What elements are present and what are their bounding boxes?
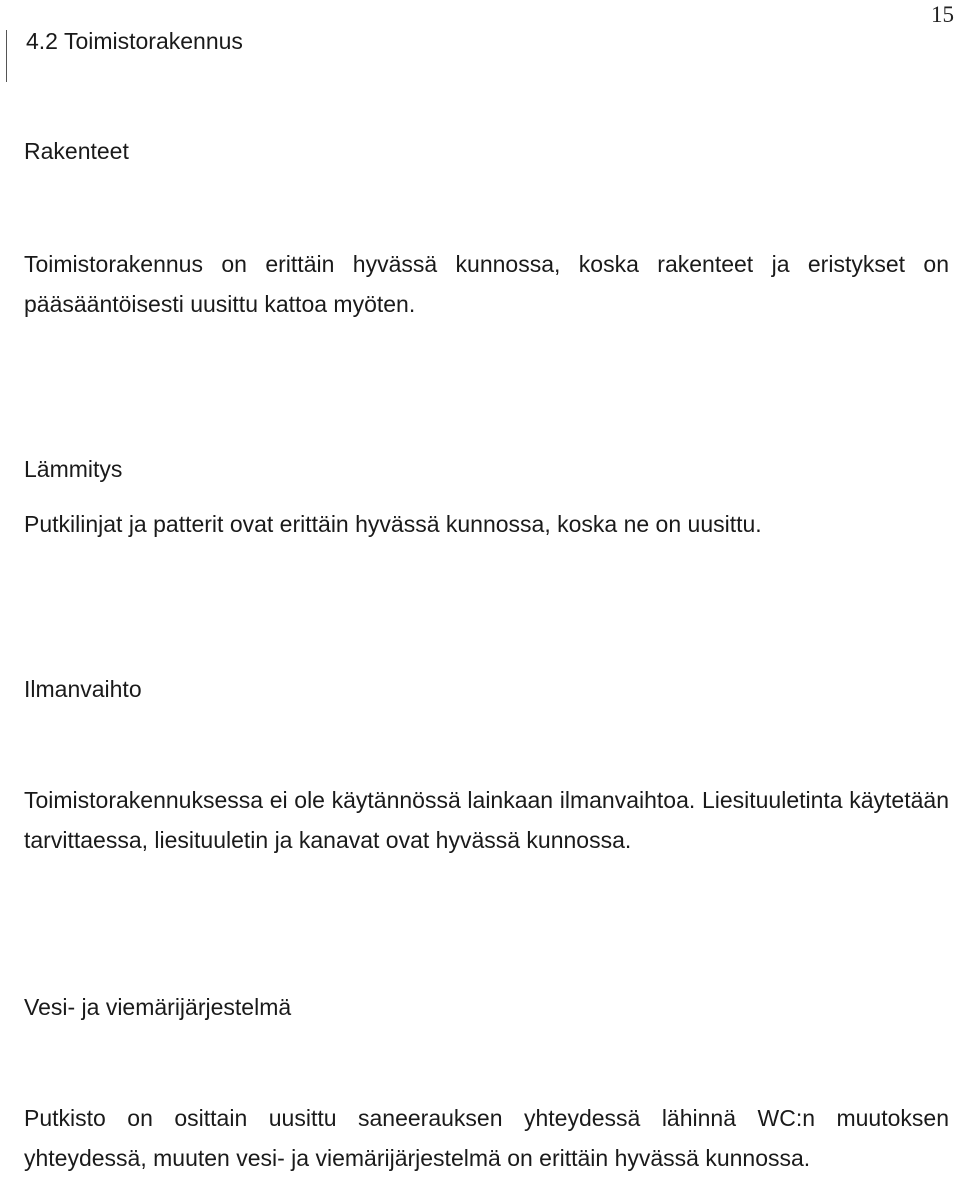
paragraph-ilmanvaihto: Toimistorakennuksessa ei ole käytännössä lainkaan ilmanvaihtoa. Liesituuletinta käytetään tarvittaessa, liesituuletin ja kanavat ovat hyvässä kunnossa. xyxy=(24,787,949,853)
heading-rakenteet: Rakenteet xyxy=(24,138,129,164)
heading-vesi-ja-viemarijarjestelma: Vesi- ja viemärijärjestelmä xyxy=(24,994,292,1020)
section-title: 4.2 Toimistorakennus xyxy=(26,28,243,54)
heading-ilmanvaihto: Ilmanvaihto xyxy=(24,676,142,702)
paragraph-rakenteet: Toimistorakennus on erittäin hyvässä kunnossa, koska rakenteet ja eristykset on pääsääntöisesti uusittu kattoa myöten. xyxy=(24,251,949,317)
page-number: 15 xyxy=(931,2,954,27)
paragraph-lammitys: Putkilinjat ja patterit ovat erittäin hyvässä kunnossa, koska ne on uusittu. xyxy=(24,511,762,537)
heading-lammitys: Lämmitys xyxy=(24,456,123,482)
margin-rule xyxy=(6,30,7,82)
paragraph-vesi-ja-viemarijarjestelma: Putkisto on osittain uusittu saneerauksen yhteydessä lähinnä WC:n muutoksen yhteydessä, muuten vesi- ja viemärijärjestelmä on erittäin hyvässä kunnossa. xyxy=(24,1105,949,1171)
